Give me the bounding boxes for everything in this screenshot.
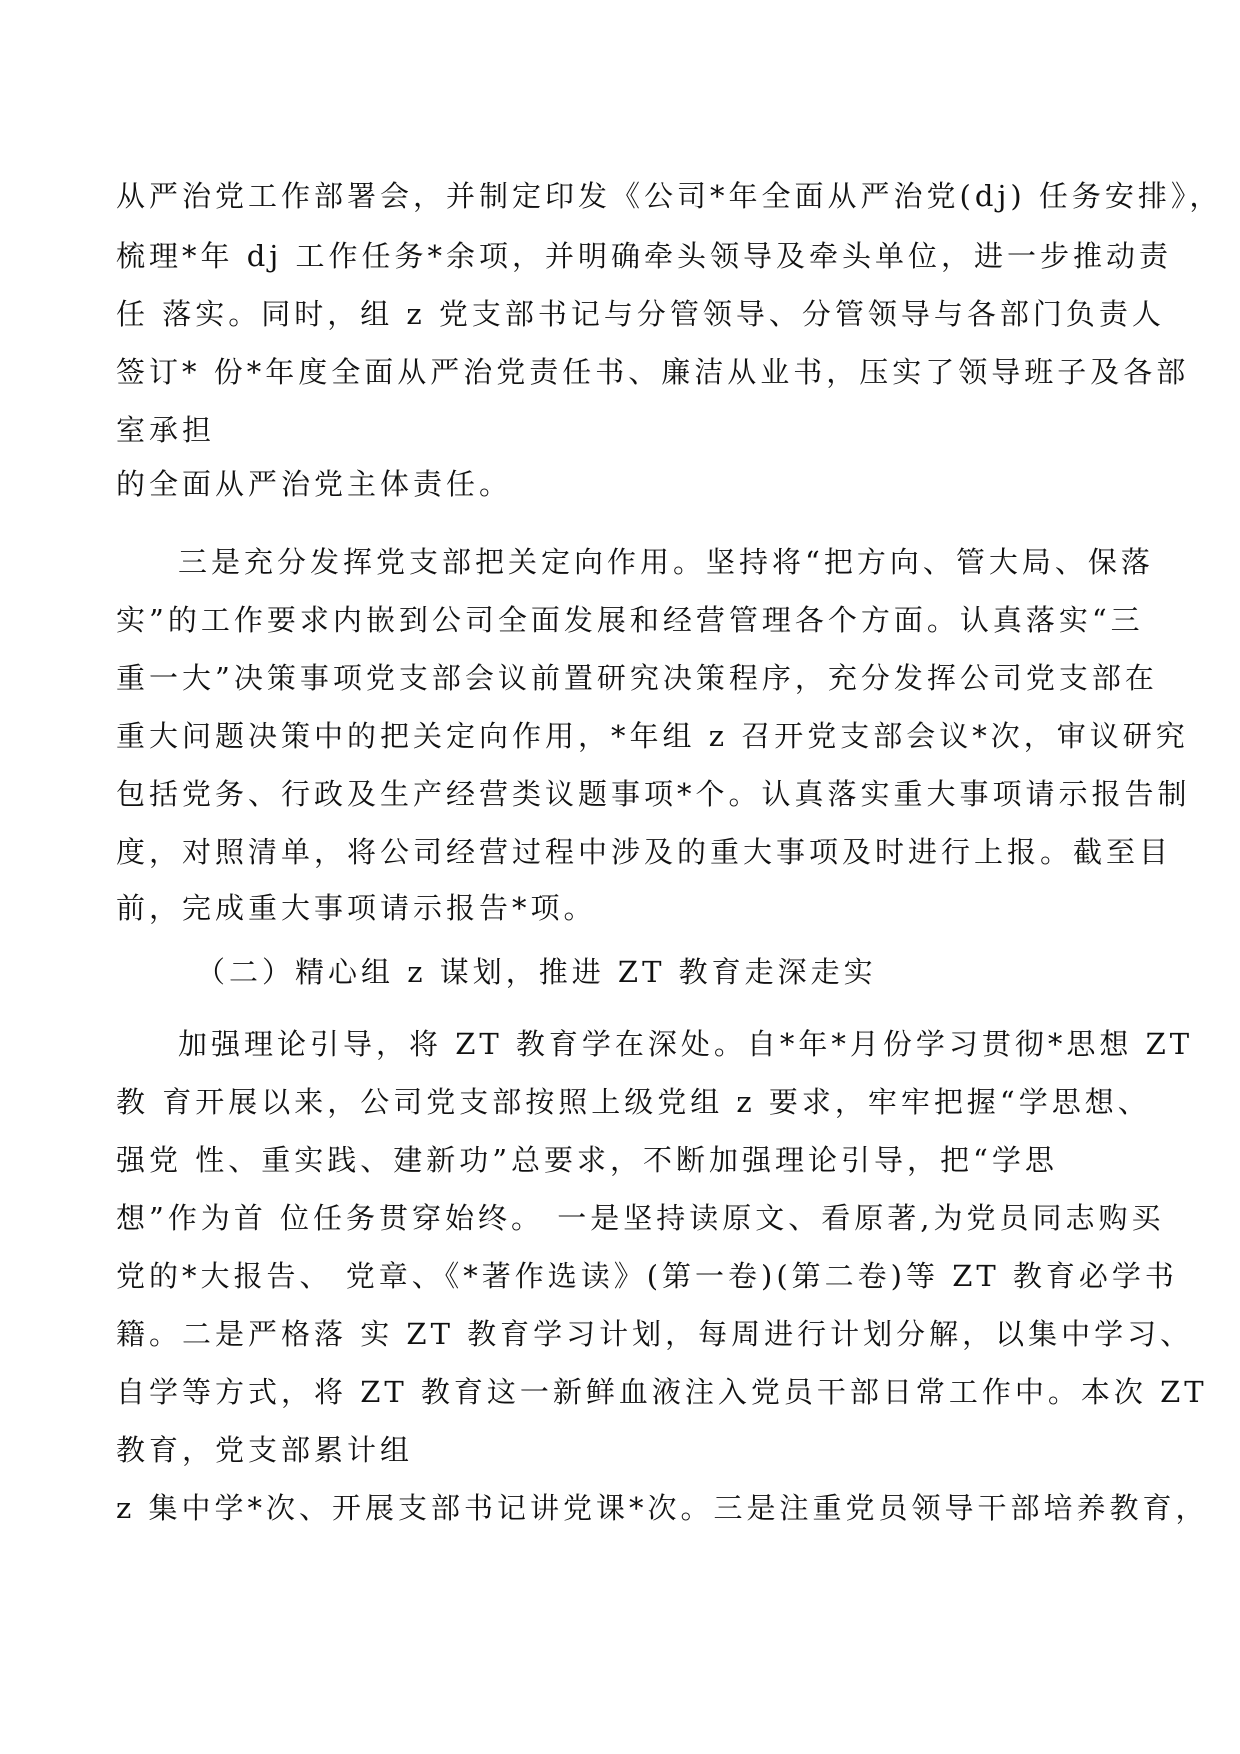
text-line: z 集中学*次、开展支部书记讲党课*次。三是注重党员领导干部培养教育，: [116, 1491, 1209, 1525]
text-line: 强党 性、重实践、建新功”总要求，不断加强理论引导，把“学思: [116, 1143, 1058, 1177]
text-line: 实”的工作要求内嵌到公司全面发展和经营管理各个方面。认真落实“三: [116, 603, 1144, 637]
text-line: 自学等方式，将 ZT 教育这一新鲜血液注入党员干部日常工作中。本次 ZT: [116, 1375, 1208, 1409]
text-line: 包括党务、行政及生产经营类议题事项*个。认真落实重大事项请示报告制: [116, 777, 1191, 811]
text-line: 籍。二是严格落 实 ZT 教育学习计划，每周进行计划分解，以集中学习、: [116, 1317, 1194, 1351]
text-line: 前，完成重大事项请示报告*项。: [116, 891, 597, 925]
text-line: 从严治党工作部署会，并制定印发《公司*年全面从严治党(dj) 任务安排》，: [116, 179, 1223, 213]
text-line: 三是充分发挥党支部把关定向作用。坚持将“把方向、管大局、保落: [178, 545, 1154, 579]
text-line: 梳理*年 dj 工作任务*余项，并明确牵头领导及牵头单位，进一步推动责: [116, 239, 1172, 273]
text-line: 想”作为首 位任务贯穿始终。 一是坚持读原文、看原著,为党员同志购买: [116, 1201, 1165, 1235]
text-line: 重大问题决策中的把关定向作用，*年组 z 召开党支部会议*次，审议研究: [116, 719, 1189, 753]
text-line: 教 育开展以来，公司党支部按照上级党组 z 要求，牢牢把握“学思想、: [116, 1085, 1151, 1119]
text-line: 室承担: [116, 413, 216, 447]
text-line: 党的*大报告、 党章、《*著作选读》(第一卷)(第二卷)等 ZT 教育必学书: [116, 1259, 1178, 1293]
text-line: 加强理论引导，将 ZT 教育学在深处。自*年*月份学习贯彻*思想 ZT: [178, 1027, 1194, 1061]
text-line: 任 落实。同时，组 z 党支部书记与分管领导、分管领导与各部门负责人: [116, 297, 1165, 331]
section-heading: （二）精心组 z 谋划，推进 ZT 教育走深走实: [196, 955, 877, 989]
text-line: 的全面从严治党主体责任。: [116, 467, 513, 501]
text-line: 度，对照清单，将公司经营过程中涉及的重大事项及时进行上报。截至目: [116, 835, 1173, 869]
text-line: 重一大”决策事项党支部会议前置研究决策程序，充分发挥公司党支部在: [116, 661, 1158, 695]
text-line: 签订* 份*年度全面从严治党责任书、廉洁从业书，压实了领导班子及各部: [116, 355, 1190, 389]
text-line: 教育，党支部累计组: [116, 1433, 414, 1467]
